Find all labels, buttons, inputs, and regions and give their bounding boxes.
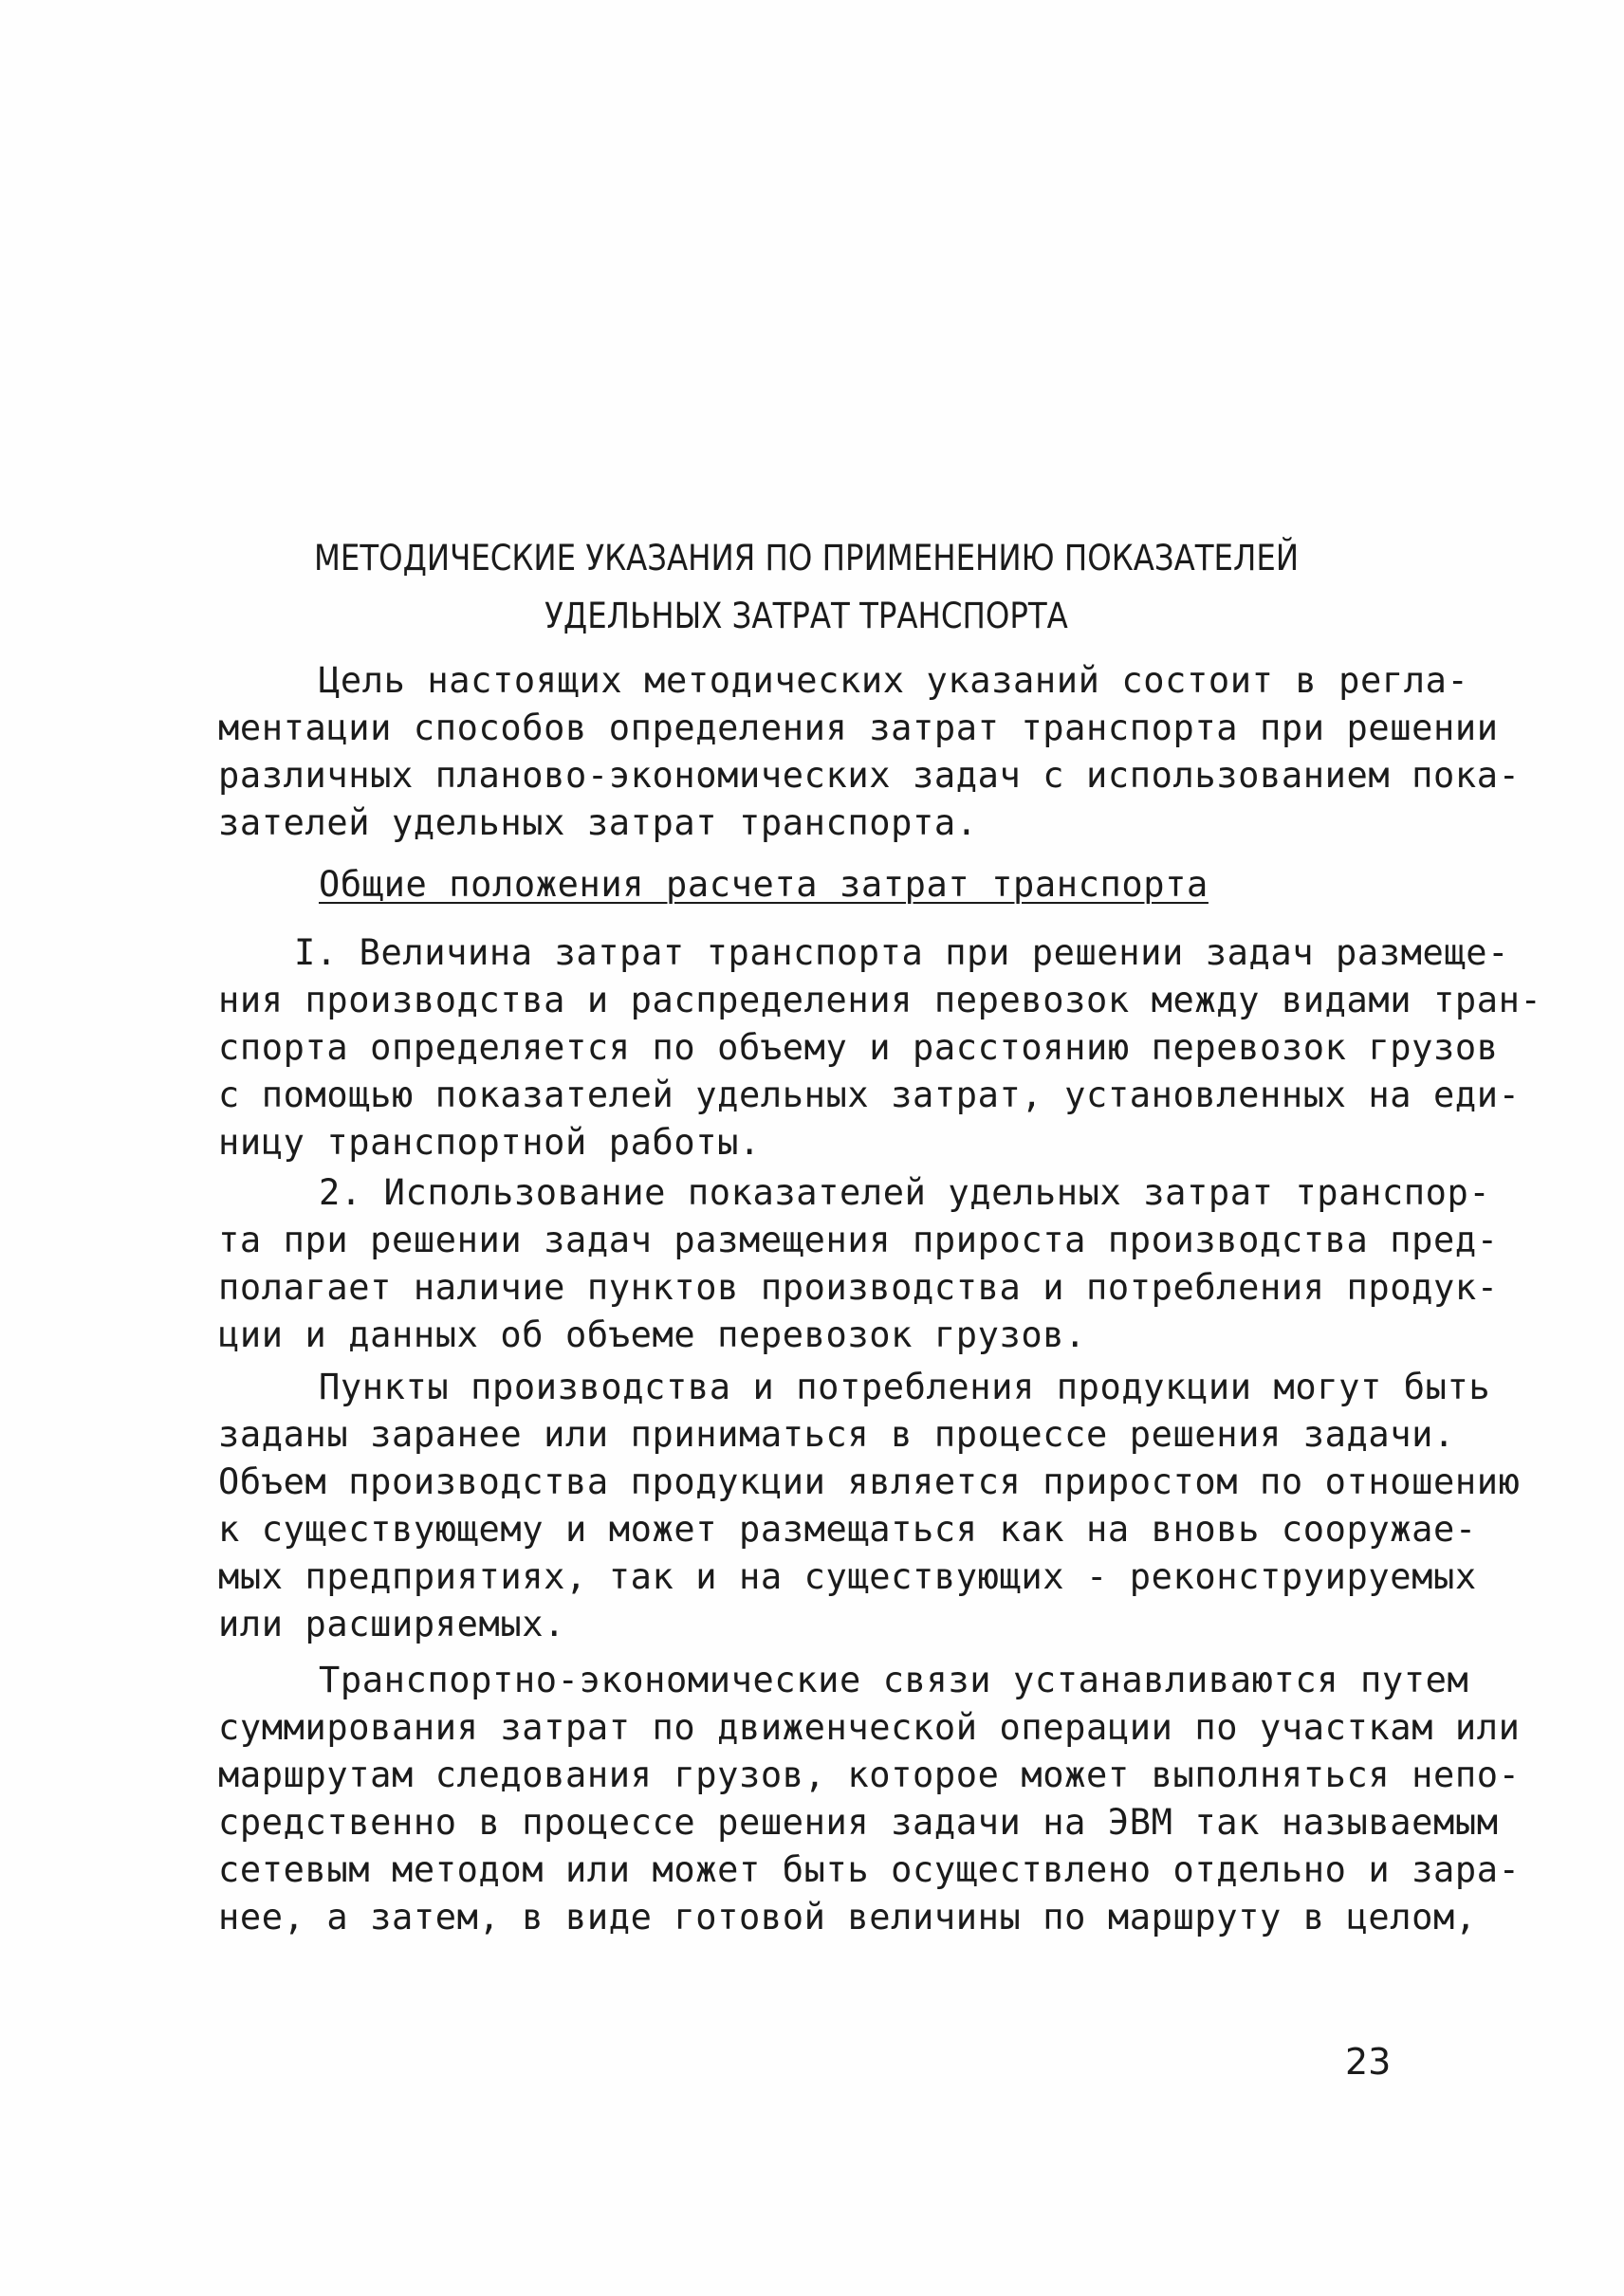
page-number: 23 [1345, 2041, 1392, 2083]
document-title [285, 530, 1328, 646]
text-line: Цель настоящих методических указаний состоит в регла- [319, 660, 1469, 701]
text-line: средственно в процессе решения задачи на ЭВМ так называемым [218, 1802, 1499, 1843]
text-line: I. Величина затрат транспорта при решении задач размеще- [294, 932, 1510, 973]
text-line: или расширяемых. [218, 1604, 566, 1644]
text-line: к существующему и может размещаться как на вновь сооружае- [218, 1509, 1477, 1550]
text-line: полагает наличие пунктов производства и потребления продук- [218, 1267, 1499, 1308]
text-line: зателей удельных затрат транспорта. [218, 802, 978, 843]
text-line: ницу транспортной работы. [218, 1122, 761, 1163]
text-line: спорта определяется по объему и расстоянию перевозок грузов [218, 1027, 1499, 1068]
text-line: ментации способов определения затрат транспорта при решении [218, 707, 1499, 748]
text-line: Транспортно-экономические связи устанавливаются путем [319, 1660, 1469, 1700]
text-line: 2. Использование показателей удельных затрат транспор- [319, 1172, 1491, 1213]
text-line: та при решении задач размещения прироста производства пред- [218, 1220, 1499, 1260]
text-line: с помощью показателей удельных затрат, установленных на еди- [218, 1075, 1521, 1115]
title-line: МЕТОДИЧЕСКИЕ УКАЗАНИЯ ПО ПРИМЕНЕНИЮ ПОКАЗАТЕЛЕЙ [313, 538, 1300, 579]
text-line: ции и данных об объеме перевозок грузов. [218, 1314, 1087, 1355]
text-line: мых предприятиях, так и на существующих - реконструируемых [218, 1556, 1477, 1597]
text-line: заданы заранее или приниматься в процессе решения задачи. [218, 1414, 1455, 1455]
text-line: ния производства и распределения перевозок между видами тран- [218, 980, 1542, 1020]
text-line: нее, а затем, в виде готовой величины по маршруту в целом, [218, 1897, 1477, 1938]
text-line: Пункты производства и потребления продукции могут быть [319, 1367, 1491, 1407]
text-line: суммирования затрат по движенческой операции по участкам или [218, 1707, 1521, 1748]
text-line: маршрутам следования грузов, которое может выполняться непо- [218, 1754, 1521, 1795]
section-subheading: Общие положения расчета затрат транспорта [319, 864, 1209, 905]
text-line: различных планово-экономических задач с использованием пока- [218, 755, 1521, 796]
title-line: УДЕЛЬНЫХ ЗАТРАТ ТРАНСПОРТА [544, 596, 1068, 637]
text-line: Объем производства продукции является приростом по отношению [218, 1461, 1521, 1502]
text-line: сетевым методом или может быть осуществлено отдельно и зара- [218, 1849, 1521, 1890]
